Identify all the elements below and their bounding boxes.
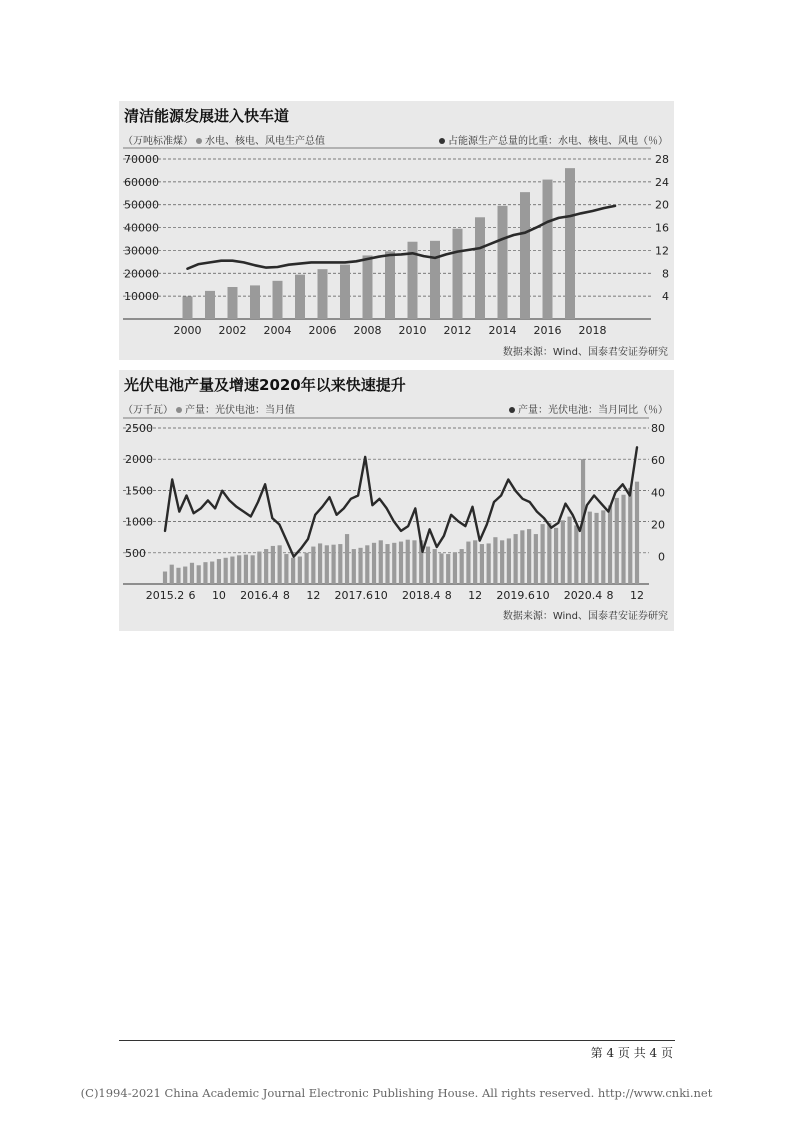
x-tick-label: 12 [468,589,483,602]
chart-plot-area [119,370,674,631]
bar [541,524,545,584]
bar [331,545,335,584]
bar [217,559,221,584]
bar [338,544,342,584]
x-tick-label: 2012 [443,324,472,337]
bar [345,534,349,584]
bar [358,548,362,584]
bar [466,542,470,584]
bar [534,534,538,584]
y-right-tick-label: 12 [655,244,669,258]
x-tick-label: 2002 [218,324,247,337]
x-tick-label: 8 [606,589,614,602]
x-tick-label: 12 [306,589,321,602]
bar [527,529,531,584]
bar [273,281,283,319]
y-left-tick-label: 10000 [124,290,159,304]
bar [406,540,410,584]
data-source: 数据来源：Wind、国泰君安证券研究 [502,347,668,358]
left-series-label: 产量：光伏电池：当月值 [185,405,295,416]
footer-divider [119,1040,675,1041]
bar [311,547,315,584]
y-left-tick-label: 20000 [124,267,159,281]
y-left-tick-label: 60000 [124,175,159,189]
bar [430,241,440,319]
x-tick-label: 2000 [173,324,202,337]
x-tick-label: 2004 [263,324,292,337]
bar [365,545,369,584]
bar [197,565,201,584]
y-left-tick-label: 2000 [125,453,153,467]
data-source: 数据来源：Wind、国泰君安证券研究 [502,611,668,622]
y-right-tick-label: 28 [655,153,669,166]
chart-title: 光伏电池产量及增速2020年以来快速提升 [124,376,406,394]
x-tick-label: 6 [188,589,196,602]
bar [264,549,268,584]
y-left-tick-label: 40000 [124,221,159,235]
bar [412,540,416,584]
bar [426,547,430,584]
pv-cell-chart [119,370,674,631]
bar [205,291,215,319]
bar [567,517,571,584]
y-right-tick-label: 40 [651,486,665,500]
bar [318,543,322,584]
bar [554,528,558,584]
y-left-tick-label: 1000 [125,515,153,529]
left-unit-label: （万吨标准煤） [123,136,193,147]
x-tick-label: 2016 [533,324,562,337]
y-right-tick-label: 20 [651,518,665,532]
x-tick-label: 2006 [308,324,337,337]
bar [493,537,497,584]
x-tick-label: 2018.4 [401,589,441,602]
bar [520,530,524,584]
bar [210,562,214,584]
bar [340,265,350,319]
x-tick-label: 10 [373,589,388,602]
bar [473,540,477,584]
y-right-tick-label: 0 [658,550,665,564]
right-series-label: 产量：光伏电池：当月同比（％） [518,405,668,416]
x-tick-label: 2017.6 [334,589,374,602]
bar [608,505,612,584]
y-right-tick-label: 16 [655,221,669,235]
bar [433,549,437,584]
chart-plot-area [119,101,674,360]
x-tick-label: 2019.6 [496,589,535,602]
bar [183,567,187,584]
chart-title: 清洁能源发展进入快车道 [124,107,290,125]
x-tick-label: 10 [535,589,550,602]
bar [284,554,288,584]
y-left-tick-label: 2500 [125,422,153,435]
x-tick-label: 8 [282,589,290,602]
bar [295,275,305,319]
y-left-tick-label: 50000 [124,198,159,212]
x-tick-label: 2015.2 [145,589,185,602]
bar [565,168,575,319]
y-left-tick-label: 70000 [124,153,159,166]
bar [352,549,356,584]
x-tick-label: 2014 [488,324,517,337]
bar [228,287,238,319]
bar [453,229,463,319]
right-series-label: 占能源生产总量的比重：水电、核电、风电（％） [448,136,668,147]
bar [385,544,389,584]
copyright-notice: (C)1994-2021 China Academic Journal Electronic Publishing House. All rights reserved. http://www.cnki.net [80,1086,713,1100]
bar [230,557,234,584]
y-left-tick-label: 500 [125,546,146,560]
bar [594,513,598,584]
bar [574,525,578,584]
bar [298,557,302,584]
bar [250,285,260,319]
x-tick-label: 8 [444,589,452,602]
left-series-label: 水电、核电、风电生产总值 [205,136,325,147]
bar [601,510,605,584]
bar [399,542,403,584]
bar [507,538,511,584]
bar [291,558,295,584]
bar [363,255,373,319]
bar [325,545,329,584]
bar [615,498,619,584]
bar [543,180,553,319]
y-right-tick-label: 60 [651,454,665,468]
y-right-tick-label: 8 [662,267,669,281]
bar [318,269,328,319]
page-number: 第 4 页 共 4 页 [590,1046,673,1060]
bar [446,554,450,584]
bar [498,206,508,319]
bar [190,563,194,584]
bar [453,552,457,584]
yoy-growth-line [165,447,637,556]
left-unit-label: （万千瓦） [123,405,173,416]
bar [271,546,275,584]
bar [305,553,309,584]
bar [628,488,632,584]
bar [500,540,504,584]
bar [183,296,193,319]
bar [257,552,261,584]
bar [278,545,282,584]
y-right-tick-label: 4 [662,290,669,304]
bar [392,543,396,584]
x-tick-label: 2020.4 [563,589,603,602]
bar [460,549,464,584]
bar [547,523,551,584]
y-right-tick-label: 80 [651,422,665,435]
y-right-tick-label: 24 [655,175,669,189]
bar [635,482,639,584]
bar [475,217,485,319]
bar [163,572,167,584]
bar [520,192,530,319]
bar [385,251,395,319]
x-tick-label: 2016.4 [240,589,279,602]
clean-energy-chart [119,101,674,360]
bar [588,512,592,584]
y-left-tick-label: 30000 [124,244,159,258]
bar [170,565,174,584]
bar [224,558,228,584]
x-tick-label: 2008 [353,324,382,337]
bar [514,534,518,584]
bar [372,543,376,584]
x-tick-label: 10 [211,589,226,602]
bar [487,543,491,584]
bar [237,555,241,584]
bar [439,553,443,584]
bar [176,568,180,584]
bar [480,544,484,584]
x-tick-label: 2018 [578,324,607,337]
bar [561,520,565,584]
bar [203,562,207,584]
y-right-tick-label: 20 [655,198,669,212]
y-left-tick-label: 1500 [125,484,153,498]
x-tick-label: 12 [630,589,644,602]
bar [251,555,255,584]
bar [379,540,383,584]
x-tick-label: 2010 [398,324,427,337]
bar [621,495,625,584]
bar [244,555,248,584]
